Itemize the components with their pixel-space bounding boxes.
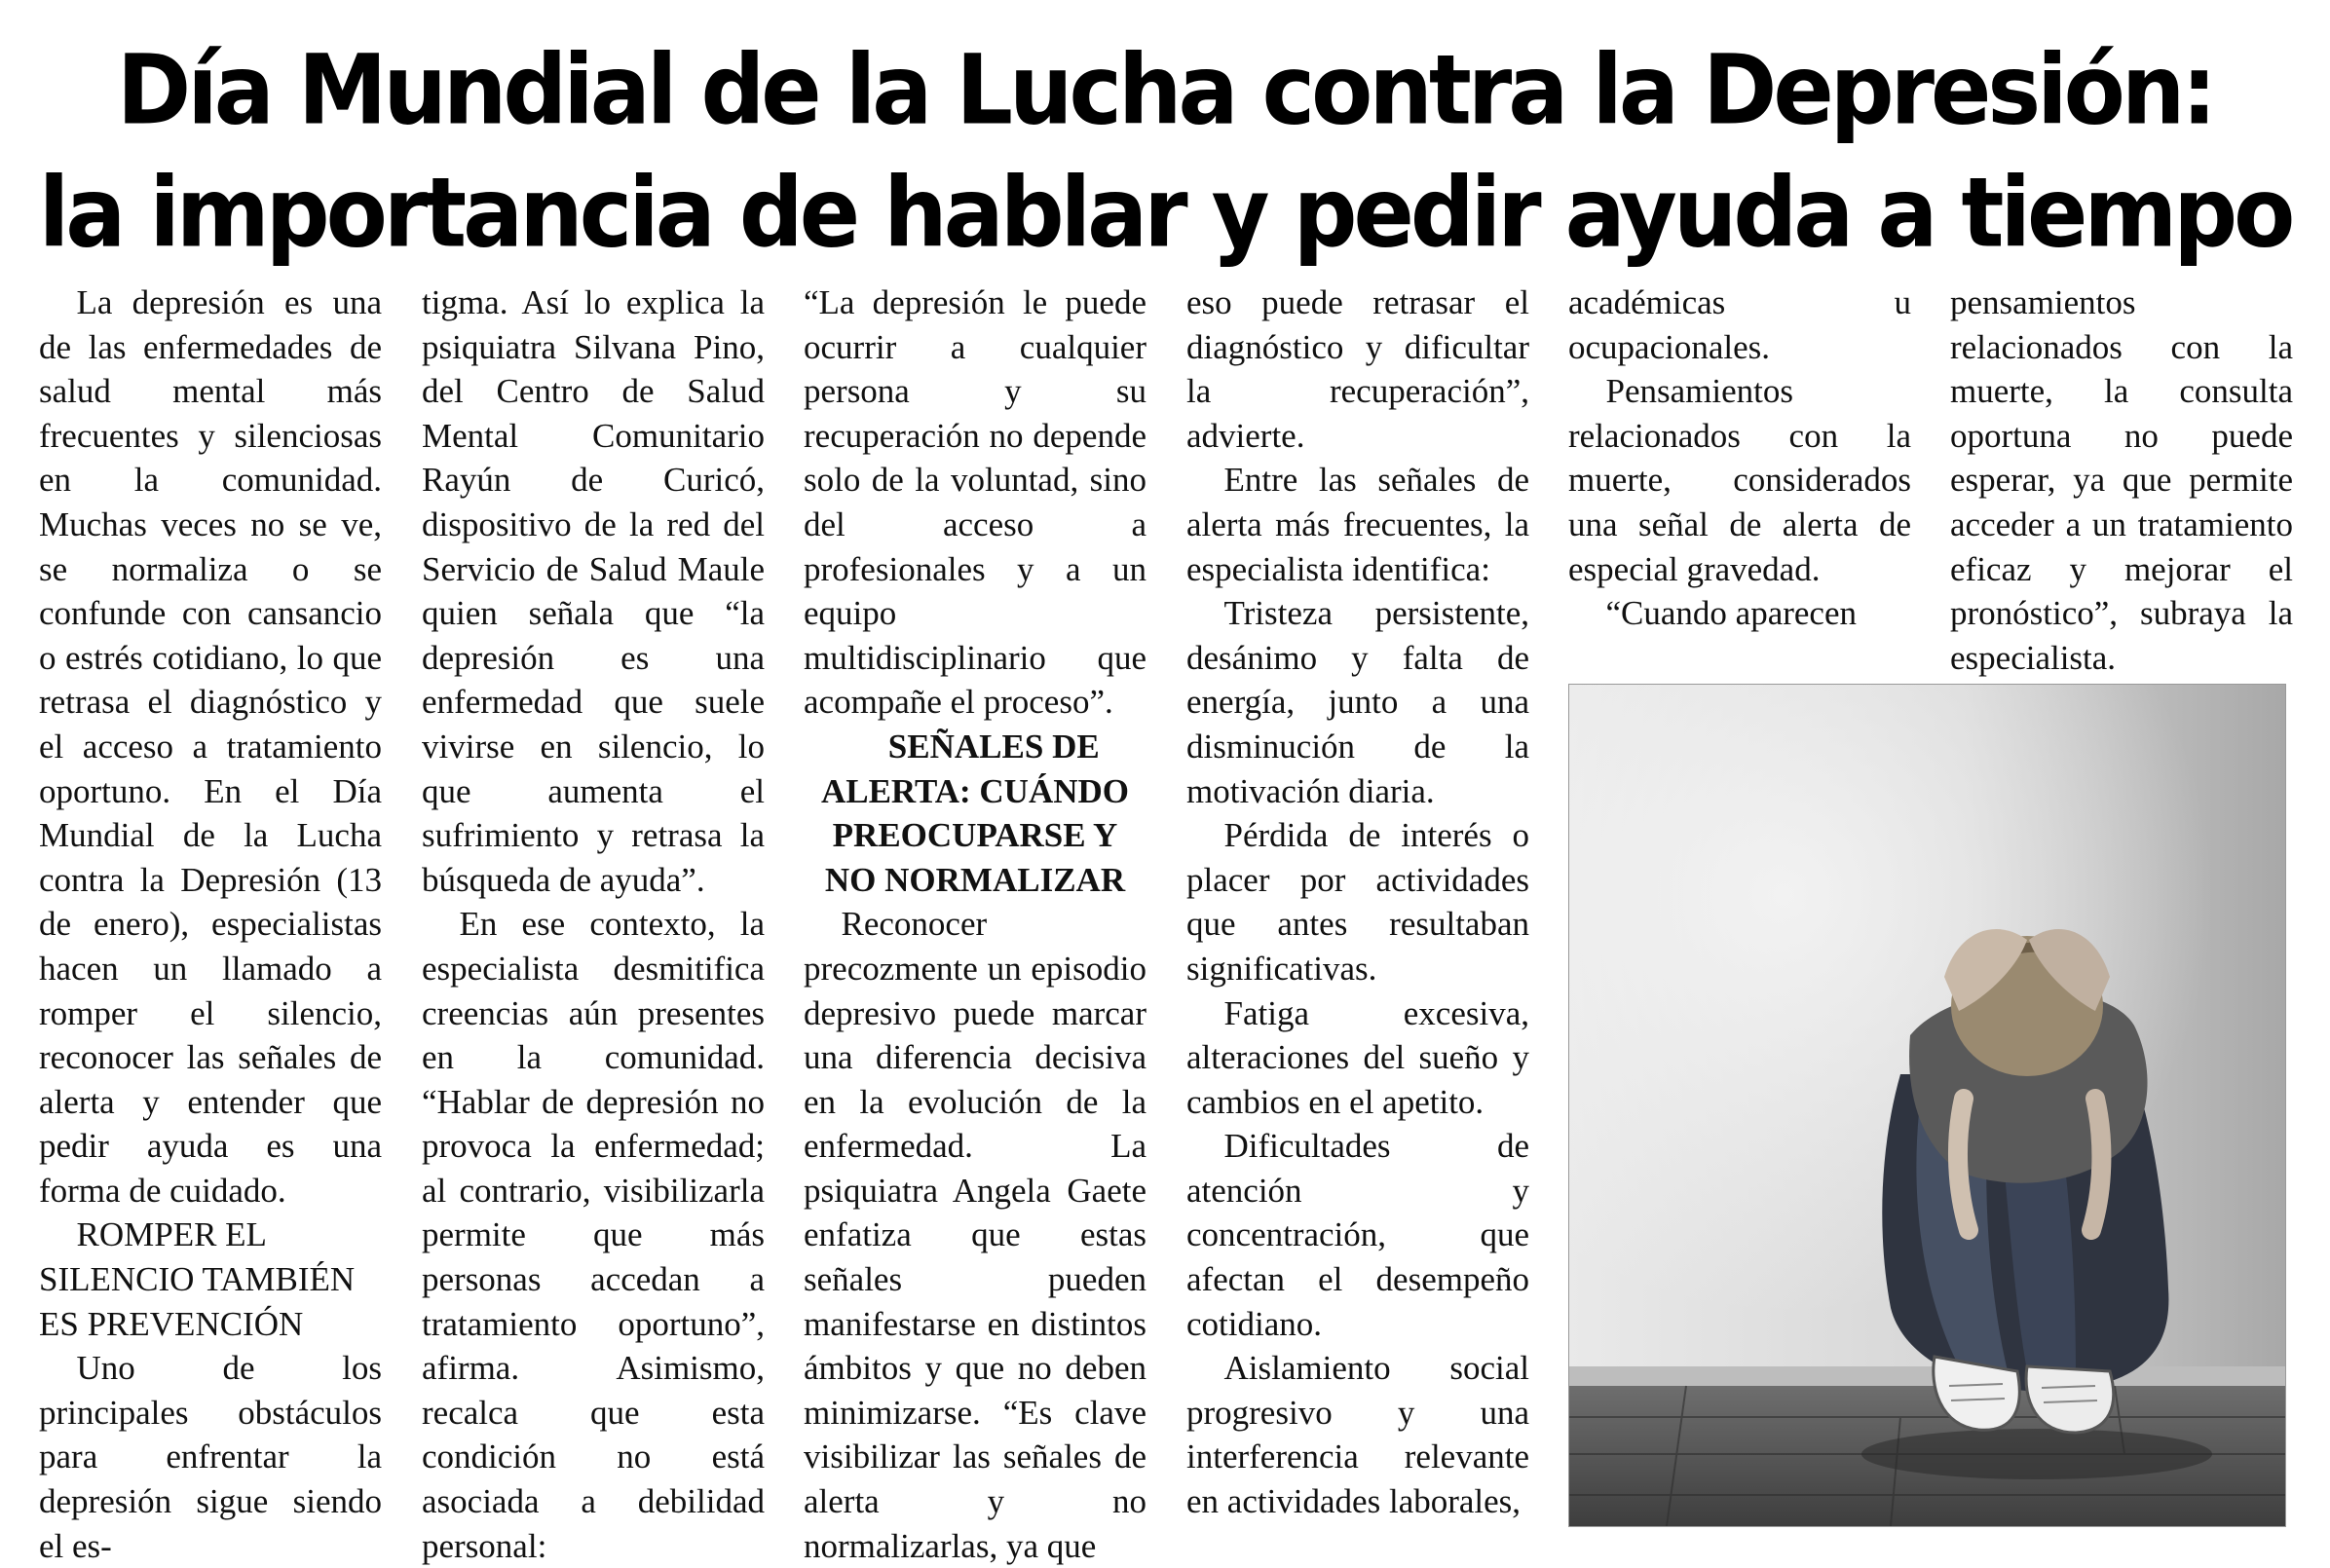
headline-line-2: la importancia de hablar y pedir ayuda a tiempo <box>38 156 2292 270</box>
article-column-2 <box>422 280 765 1565</box>
article-column-1 <box>39 280 382 1565</box>
list-item: Tristeza persistente, desánimo y falta de energía, junto a una disminución de la motivación diaria. <box>1186 594 1529 810</box>
paragraph: Entre las señales de alerta más frecuentes, la especialista identifica: <box>1186 461 1529 588</box>
list-item: Dificultades de atención y concentración, que afectan el desempeño cotidiano. <box>1186 1127 1529 1343</box>
article-photo <box>1568 684 2286 1527</box>
list-item: Pérdida de interés o placer por actividades que antes resultaban significativas. <box>1186 816 1529 988</box>
article-column-4 <box>1186 280 1529 1547</box>
paragraph: Uno de los principales obstáculos para enfrentar la depresión sigue siendo el es- <box>39 1349 382 1565</box>
paragraph: Reconocer precozmente un episodio depresivo puede marcar una diferencia decisiva en la evolución de la enfermedad. La psiquiatra Angela Gaete enfatiza que estas señales pueden manifestarse en distintos ámbitos y que no deben minimizarse. “Es clave visibilizar las señales de alerta y no normalizarlas, ya que <box>804 905 1146 1565</box>
headline-line-1: Día Mundial de la Lucha contra la Depresión: <box>116 33 2214 147</box>
paragraph: académicas u ocupacionales. <box>1568 283 1911 366</box>
paragraph: eso puede retrasar el diagnóstico y dificultar la recuperación”, advierte. <box>1186 283 1529 455</box>
article-column-3 <box>804 280 1146 1565</box>
photo-illustration-person-distressed <box>1569 685 2285 1526</box>
section-subhead: SEÑALES DE ALERTA: CUÁNDO PREOCUPARSE Y NO NORMALIZAR <box>820 727 1130 899</box>
paragraph: tigma. Así lo explica la psiquiatra Silvana Pino, del Centro de Salud Mental Comunitario Rayún de Curicó, dispositivo de la red del Servicio de Salud Maule quien señala que “la depresión es una enfermedad que suele vivirse en silencio, lo que aumenta el sufrimiento y retrasa la búsqueda de ayuda”. <box>422 283 765 899</box>
list-item: Fatiga excesiva, alteraciones del sueño y cambios en el apetito. <box>1186 993 1529 1121</box>
paragraph: En ese contexto, la especialista desmitifica creencias aún presentes en la comunidad. “Hablar de depresión no provoca la enfermedad; al contrario, visibilizarla permite que más personas accedan a tratamiento oportuno”, afirma. Asimismo, recalca que esta condición no está asociada a debilidad personal: <box>422 905 765 1565</box>
paragraph: pensamientos relacionados con la muerte, la consulta oportuna no puede esperar, ya que permite acceder a un tratamiento eficaz y mejorar el pronóstico”, subraya la especialista. <box>1950 283 2293 677</box>
section-subhead: ROMPER EL SILENCIO TAMBIÉN ES PREVENCIÓN <box>39 1215 356 1343</box>
paragraph: “La depresión le puede ocurrir a cualquier persona y su recuperación no depende solo de la voluntad, sino del acceso a profesionales y a un equipo multidisciplinario que acompañe el proceso”. <box>804 283 1146 722</box>
list-item: Pensamientos relacionados con la muerte, considerados una señal de alerta de especial gravedad. <box>1568 372 1911 588</box>
paragraph: “Cuando aparecen <box>1605 594 1857 633</box>
paragraph: La depresión es una de las enfermedades de salud mental más frecuentes y silenciosas en la comunidad. Muchas veces no se ve, se normaliza o se confunde con cansancio o estrés cotidiano, lo que retrasa el diagnóstico y el acceso a tratamiento oportuno. En el Día Mundial de la Lucha contra la Depresión (13 de enero), especialistas hacen un llamado a romper el silencio, reconocer las señales de alerta y entender que pedir ayuda es una forma de cuidado. <box>39 283 382 1210</box>
list-item: Aislamiento social progresivo y una interferencia relevante en actividades laborales, <box>1186 1349 1529 1521</box>
